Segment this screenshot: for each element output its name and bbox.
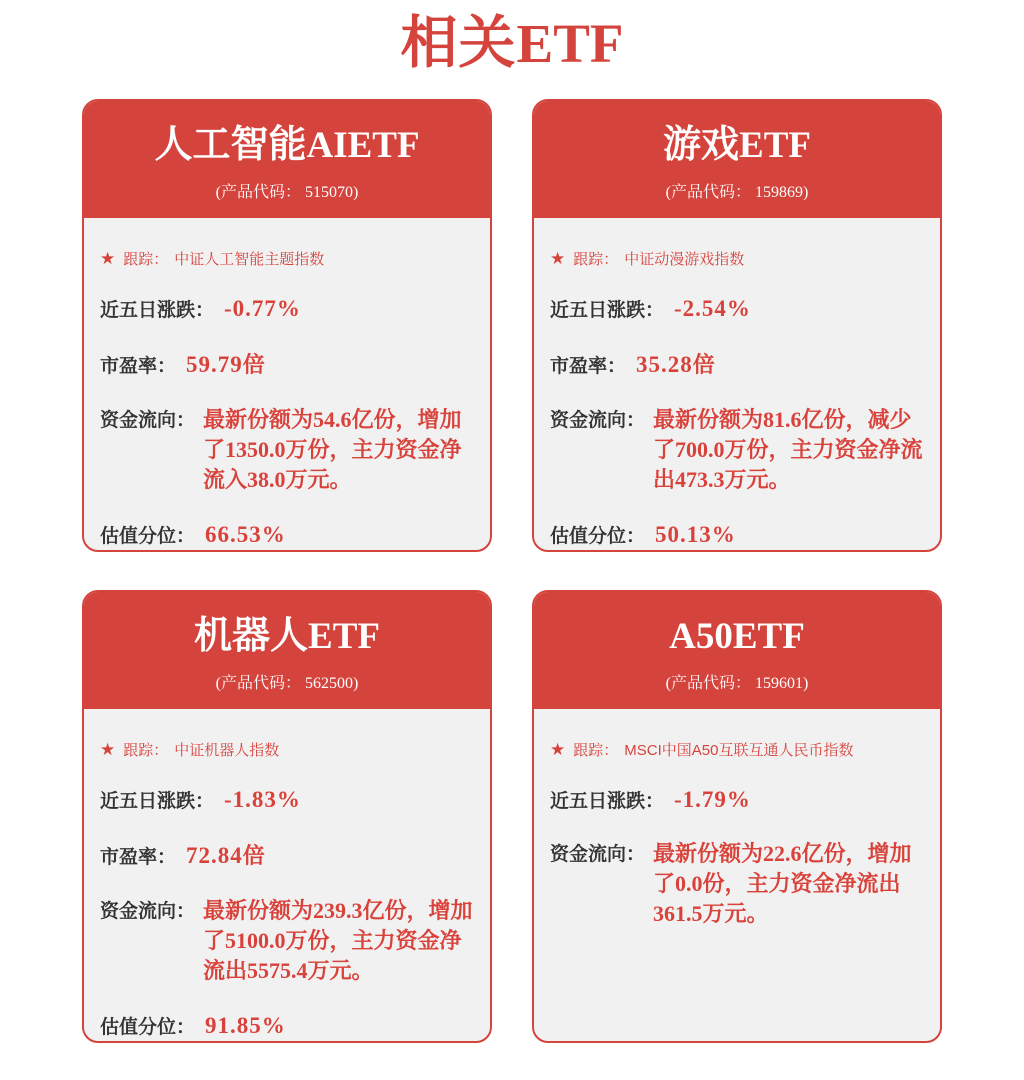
valuation-label: 估值分位： (100, 526, 196, 548)
pe-value (186, 348, 265, 379)
change-row (550, 295, 924, 322)
change-label: 近五日涨跌： (550, 791, 665, 813)
change-row (100, 786, 474, 813)
track-index: 中证机器人指数 (174, 742, 280, 760)
pe-number: 72.84 (186, 843, 243, 869)
pe-number: 35.28 (636, 352, 693, 378)
product-code: (产品代码： 159869) (665, 184, 809, 202)
pe-label: 市盈率： (550, 356, 627, 378)
track-line (100, 739, 474, 760)
pe-suffix: 倍 (242, 843, 265, 869)
etf-card-robot (82, 590, 492, 1043)
flow-label: 资金流向： (100, 410, 196, 432)
card-header (534, 592, 940, 710)
change-row (550, 786, 924, 813)
pe-value (186, 839, 265, 870)
flow-row (550, 405, 924, 495)
pe-label: 市盈率： (100, 356, 177, 378)
card-title-cn: 游戏 (663, 123, 740, 166)
flow-text: 最新份额为22.6亿份，增加了0.0份，主力资金净流出361.5万元。 (653, 841, 912, 927)
star-icon: ★ (550, 248, 566, 268)
star-icon: ★ (550, 739, 566, 759)
flow-label: 资金流向： (550, 844, 646, 866)
star-icon: ★ (100, 248, 116, 268)
star-icon: ★ (100, 739, 116, 759)
change-label: 近五日涨跌： (100, 300, 215, 322)
valuation-row (550, 521, 924, 548)
change-value: -0.77% (224, 296, 301, 322)
valuation-row (100, 1012, 474, 1039)
change-value: -1.83% (224, 787, 301, 813)
valuation-row (100, 521, 474, 548)
card-title (92, 616, 482, 658)
card-title-en: AIETF (306, 124, 420, 166)
flow-row (100, 405, 474, 495)
change-label: 近五日涨跌： (550, 300, 665, 322)
card-title (542, 125, 932, 167)
track-line (550, 248, 924, 269)
page-title-cn: 相关 (400, 11, 517, 75)
card-title-en: ETF (739, 124, 811, 166)
product-code: (产品代码： 515070) (215, 184, 359, 202)
flow-text: 最新份额为81.6亿份，减少了700.0万份，主力资金净流出473.3万元。 (653, 407, 923, 493)
pe-row (100, 348, 474, 379)
card-body (534, 218, 940, 548)
change-row (100, 295, 474, 322)
pe-row (100, 839, 474, 870)
pe-suffix: 倍 (692, 352, 715, 378)
valuation-value: 66.53% (205, 522, 286, 548)
card-title (92, 125, 482, 167)
card-header (534, 101, 940, 219)
card-title-en: A50ETF (669, 615, 805, 657)
track-label: 跟踪： (573, 251, 619, 269)
etf-card-game (532, 99, 942, 552)
card-header (84, 592, 490, 710)
change-value: -1.79% (674, 787, 751, 813)
valuation-label: 估值分位： (100, 1017, 196, 1039)
pe-value (636, 348, 715, 379)
track-label: 跟踪： (123, 742, 169, 760)
pe-suffix: 倍 (242, 352, 265, 378)
card-title-cn: 机器人 (194, 614, 309, 657)
track-line (550, 739, 924, 760)
card-title-en: ETF (308, 615, 380, 657)
track-line (100, 248, 474, 269)
track-index: MSCI中国A50互联互通人民币指数 (624, 742, 854, 760)
page-title-en: ETF (516, 13, 624, 74)
card-body (84, 218, 490, 548)
card-title (542, 616, 932, 658)
track-index: 中证人工智能主题指数 (174, 251, 325, 269)
card-title-cn: 人工智能 (154, 123, 307, 166)
track-label: 跟踪： (573, 742, 619, 760)
flow-row (550, 839, 924, 929)
etf-card-a50 (532, 590, 942, 1043)
pe-label: 市盈率： (100, 847, 177, 869)
track-label: 跟踪： (123, 251, 169, 269)
etf-card-aietf (82, 99, 492, 552)
track-index: 中证动漫游戏指数 (624, 251, 745, 269)
pe-number: 59.79 (186, 352, 243, 378)
page-title (0, 0, 1024, 75)
change-label: 近五日涨跌： (100, 791, 215, 813)
flow-text: 最新份额为54.6亿份，增加了1350.0万份，主力资金净流入38.0万元。 (203, 407, 462, 493)
valuation-value: 91.85% (205, 1013, 286, 1039)
valuation-value: 50.13% (655, 522, 736, 548)
card-body (84, 709, 490, 1039)
etf-card-grid (82, 99, 942, 1043)
flow-row (100, 896, 474, 986)
card-body (534, 709, 940, 929)
card-header (84, 101, 490, 219)
valuation-label: 估值分位： (550, 526, 646, 548)
product-code: (产品代码： 159601) (665, 675, 809, 693)
change-value: -2.54% (674, 296, 751, 322)
product-code: (产品代码： 562500) (215, 675, 359, 693)
pe-row (550, 348, 924, 379)
flow-label: 资金流向： (550, 410, 646, 432)
flow-label: 资金流向： (100, 901, 196, 923)
flow-text: 最新份额为239.3亿份，增加了5100.0万份，主力资金净流出5575.4万元。 (203, 898, 473, 984)
